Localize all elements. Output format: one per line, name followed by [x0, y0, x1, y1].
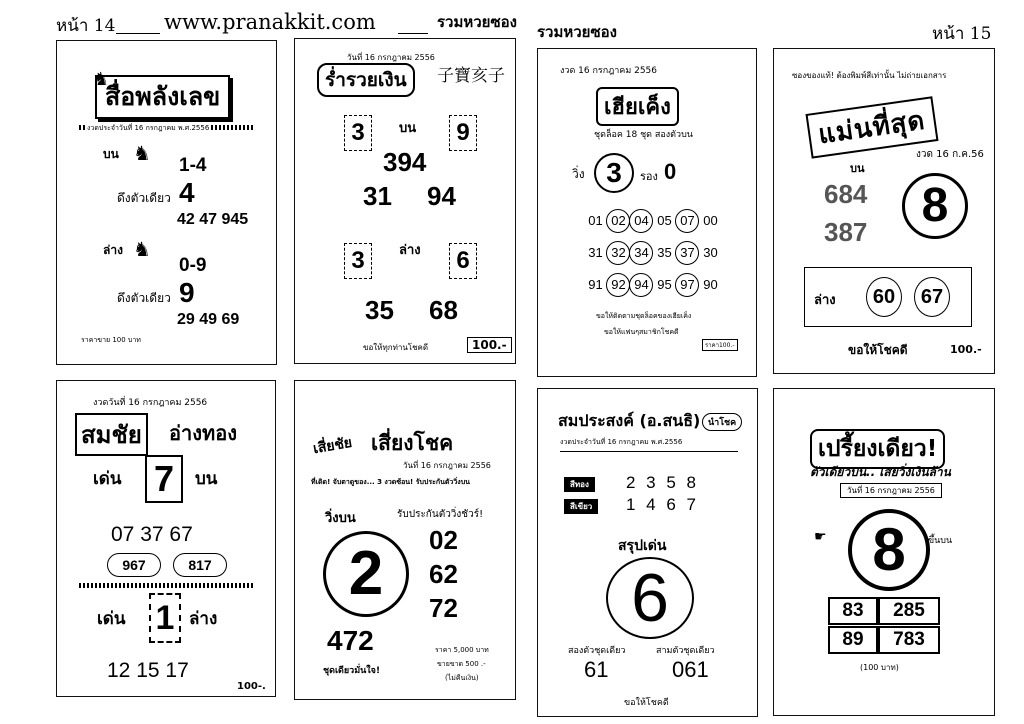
lead-label: เด่น [97, 609, 126, 629]
grid-cell: 34 [630, 245, 653, 260]
number-row [584, 277, 722, 292]
price: 100.- [467, 337, 512, 353]
badge: นำโชค [702, 413, 742, 431]
price: ราคา100.- [702, 339, 738, 351]
upper-box-left: 3 [344, 115, 372, 151]
subtitle: ตัวเดียวบน.. เสยวิ่งเงินล้าน [810, 465, 951, 479]
draw-date: งวดประจำวันที่ 16 กรกฎาคม พ.ศ.2556 [87, 124, 210, 132]
run-label: วิ่ง [572, 167, 585, 181]
lower-label: ล่าง [399, 243, 421, 258]
grid-cell: 35 [657, 245, 672, 260]
page-number-right: หน้า 15 [932, 24, 992, 44]
footer-line-1: ขอให้ติดตามชุดล็อคของเฮียเค็ง [596, 312, 692, 320]
result-cell: 783 [878, 626, 940, 654]
two-digit-value: 61 [584, 657, 609, 682]
card-rum-ruay-ngern [294, 38, 516, 364]
pair-b: 94 [427, 181, 456, 211]
draw-date: งวด 16 ก.ค.56 [916, 149, 984, 160]
grid-cell: 01 [588, 213, 603, 228]
title-small: เสี่ยชัย [311, 434, 354, 458]
upper-big: 7 [145, 455, 183, 503]
guarantee: รับประกันตัววิ่งชัวร์! [397, 509, 484, 520]
footer-line-2: ขอให้แฟนๆสมาชิกโชคดี [604, 328, 679, 336]
upper-label: บน [850, 162, 865, 175]
card-title: ร่ำรวยเงิน [317, 63, 415, 97]
price-line-1: ราคา 5,000 บาท [435, 646, 489, 654]
footer: ขอให้ทุกท่านโชคดี [363, 343, 429, 352]
side-label: ขึ้นบน [928, 536, 953, 546]
card-title: แม่นที่สุด [805, 96, 938, 158]
number-row [584, 245, 722, 260]
title-left: สมชัย [75, 413, 148, 456]
oval-number-1: 967 [107, 553, 161, 577]
grid-cell: 94 [630, 277, 653, 292]
lower-box-right: 6 [449, 243, 477, 279]
hand-icon: ☛ [814, 529, 827, 545]
gold-label: สีทอง [564, 477, 595, 492]
second-label: รอง [640, 170, 658, 183]
price-line-3: (ไม่คืนเงิน) [445, 674, 479, 682]
big-number: 8 [902, 173, 968, 239]
price-line-2: ขายขาด 500 .- [437, 660, 486, 668]
lower-big: 1 [149, 593, 181, 643]
lead-label: เด่น [93, 469, 122, 489]
upper-label: บน [399, 121, 417, 136]
grid-cell: 92 [607, 277, 630, 292]
price: 100-. [237, 681, 266, 692]
lower-label: ล่าง [103, 243, 123, 257]
draw-date: วันที่ 16 กรกฎาคม 2556 [840, 483, 942, 498]
grid-cell: 05 [657, 213, 672, 228]
grid-cell: 95 [657, 277, 672, 292]
big-number: 8 [848, 509, 930, 591]
grid-cell: 07 [676, 213, 699, 228]
header-underline-left [116, 33, 160, 34]
result-cell: 89 [828, 626, 878, 654]
lower-value: 0-9 [179, 255, 207, 276]
header-underline-right [398, 33, 428, 34]
number-2: 62 [429, 559, 458, 589]
upper-single: 4 [179, 177, 195, 208]
grid-cell: 91 [588, 277, 603, 292]
green-numbers: 1 4 6 7 [626, 495, 699, 514]
lower-box-left: 3 [344, 243, 372, 279]
card-title: เสี่ยงโชค [371, 431, 454, 455]
single-label: ดึงตัวเดียว [117, 191, 171, 205]
mascot-icon: ♞ [133, 141, 151, 165]
numbers: 07 37 67 [111, 523, 193, 546]
price: 100.- [950, 343, 982, 356]
number-1: 02 [429, 525, 458, 555]
upper-number-1: 684 [824, 179, 868, 209]
grid-cell: 90 [703, 277, 718, 292]
footer: ขอให้โชคดี [624, 698, 669, 708]
upper-number-2: 387 [824, 217, 868, 247]
big-number: 2 [323, 531, 409, 617]
subtitle: ชุดล็อค 18 ชุด สองตัวบน [594, 130, 693, 140]
lower-value-1: 60 [866, 277, 902, 317]
section-title-right: รวมหวยซอง [537, 23, 617, 41]
card-title: สื่อพลังเลข [95, 75, 230, 119]
lower-single: 9 [179, 277, 195, 308]
card-somprasong [537, 388, 758, 717]
grid-cell: 30 [703, 245, 718, 260]
card-somchai-angthong [56, 380, 276, 697]
triple-note: ชุดเดียวมั่นใจ! [323, 666, 381, 676]
price: (100 บาท) [860, 663, 899, 672]
number-3: 72 [429, 593, 458, 623]
lower-numbers: 12 15 17 [107, 659, 189, 682]
pair-c: 35 [365, 295, 394, 325]
card-title: เปรี้ยงเดียว! [810, 429, 945, 469]
green-label: สีเขียว [564, 499, 598, 514]
grid-cell: 37 [676, 245, 699, 260]
pair-a: 31 [363, 181, 392, 211]
result-cell: 285 [878, 597, 940, 625]
chinese-text: 子寶亥子 [437, 66, 505, 86]
two-digit-label: สองตัวชุดเดียว [568, 646, 626, 656]
gold-numbers: 2 3 5 8 [626, 473, 699, 492]
upper-box-right: 9 [449, 115, 477, 151]
draw-date: งวดวันที่ 16 กรกฎาคม 2556 [93, 398, 208, 408]
footer: ขอให้โชคดี [848, 343, 908, 357]
mascot-icon: ♞ [93, 69, 110, 90]
oval-number-2: 817 [173, 553, 227, 577]
card-title: เฮียเค็ง [596, 87, 679, 126]
divider [79, 583, 255, 588]
card-title: สมประสงค์ (อ.สนธิ) [558, 411, 701, 430]
card-priang-diao [773, 388, 995, 716]
card-hia-keng [537, 48, 757, 377]
triple: 394 [383, 147, 427, 177]
page-number-left: หน้า 14 [56, 16, 116, 36]
run-value: 3 [594, 153, 634, 193]
single-label: ดึงตัวเดียว [117, 291, 171, 305]
lower-label: ล่าง [189, 609, 218, 629]
lower-value-2: 67 [914, 277, 950, 317]
grid-cell: 02 [607, 213, 630, 228]
triple: 472 [327, 625, 374, 656]
grid-cell: 04 [630, 213, 653, 228]
section-title-left: รวมหวยซอง [437, 13, 517, 31]
second-value: 0 [664, 159, 677, 184]
price: ราคาขาย 100 บาท [81, 336, 141, 344]
draw-date: งวด 16 กรกฎาคม 2556 [560, 66, 658, 76]
draw-date: วันที่ 16 กรกฎาคม 2556 [347, 53, 435, 62]
number-row [584, 213, 722, 228]
tagline: ที่เดิด! จับตาดูของ... 3 งวดซ้อน! รับประกันตัววิ่งบน [311, 478, 470, 486]
lower-numbers: 29 49 69 [177, 311, 240, 328]
result-cell: 83 [828, 597, 878, 625]
summary-label: สรุปเด่น [618, 538, 667, 554]
card-suea-phalang-lek [56, 40, 277, 365]
three-digit-value: 061 [672, 657, 709, 682]
title-right: อ่างทอง [169, 421, 237, 445]
lower-label: ล่าง [814, 293, 836, 308]
upper-label: บน [103, 147, 119, 161]
big-number: 6 [606, 557, 694, 639]
card-sia-chai-siang-chok [294, 380, 516, 700]
upper-label: บน [195, 469, 218, 489]
divider [560, 451, 738, 452]
draw-date: วันที่ 16 กรกฎาคม 2556 [403, 461, 491, 470]
mascot-icon: ♞ [133, 237, 151, 261]
draw-date: งวดประจำวันที่ 16 กรกฎาคม พ.ศ.2556 [560, 438, 683, 446]
pair-d: 68 [429, 295, 458, 325]
upper-value: 1-4 [179, 155, 207, 176]
upper-numbers: 42 47 945 [177, 211, 249, 228]
three-digit-label: สามตัวชุดเดียว [656, 646, 715, 656]
grid-cell: 32 [607, 245, 630, 260]
run-label: วิ่งบน [325, 511, 356, 526]
site-url[interactable]: www.pranakkit.com [164, 10, 376, 34]
card-maen-thi-sut [773, 48, 995, 374]
authenticity-note: ซองของแท้! ต้องพิมพ์สีเท่านั้น ไม่ถ่ายเอกสาร [792, 71, 947, 80]
grid-cell: 31 [588, 245, 603, 260]
grid-cell: 97 [676, 277, 699, 292]
grid-cell: 00 [703, 213, 718, 228]
